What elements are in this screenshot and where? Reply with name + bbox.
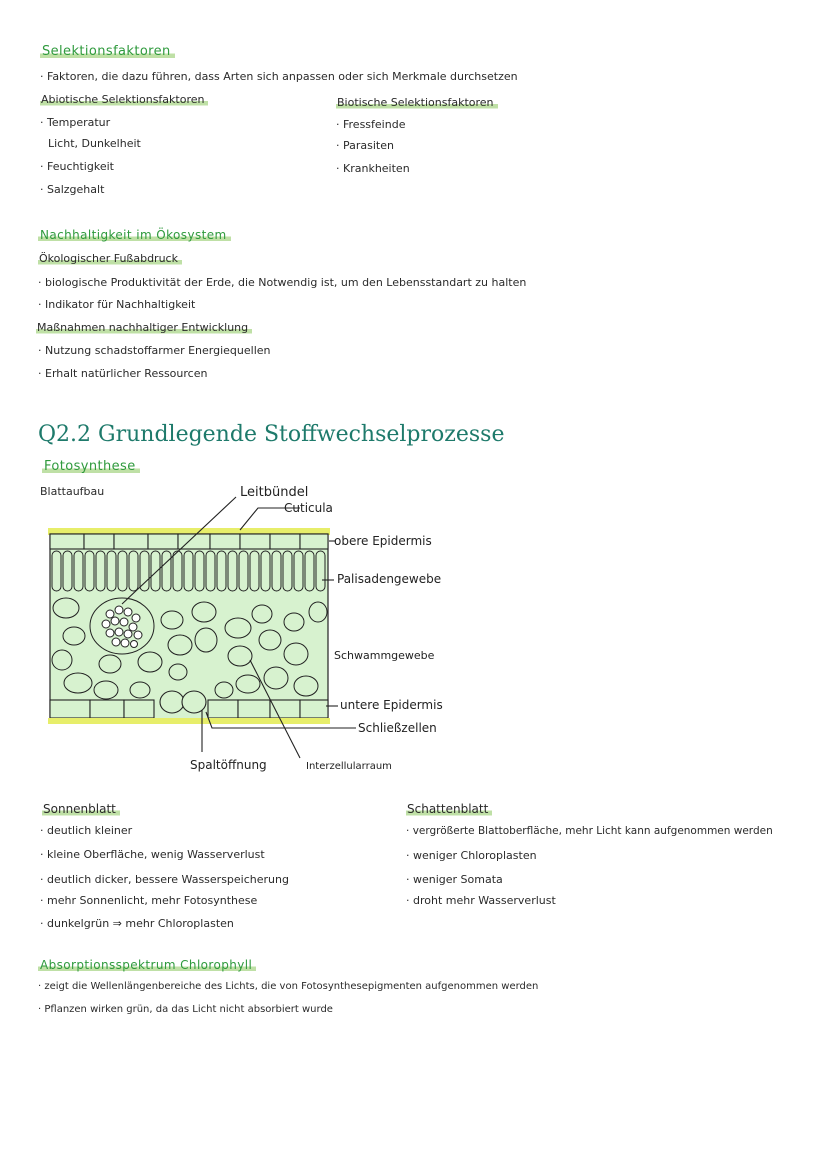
list-item: · zeigt die Wellenlängenbereiche des Lichts, die von Fotosynthesepigmenten aufgenommen werden: [38, 981, 539, 992]
list-item: · droht mehr Wasserverlust: [406, 894, 556, 907]
list-item: · Salzgehalt: [40, 183, 105, 196]
list-item: · deutlich dicker, bessere Wasserspeicherung: [40, 873, 289, 886]
list-item: · vergrößerte Blattoberfläche, mehr Licht kann aufgenommen werden: [406, 825, 773, 837]
list-item: · mehr Sonnenlicht, mehr Fotosynthese: [40, 894, 258, 907]
list-item: · Pflanzen wirken grün, da das Licht nicht absorbiert wurde: [38, 1004, 333, 1015]
label-interzell: Interzellularraum: [306, 761, 392, 772]
label-cuticula: Cuticula: [284, 501, 333, 515]
measures-heading: Maßnahmen nachhaltiger Entwicklung: [36, 321, 252, 334]
label-schliess: Schließzellen: [358, 721, 437, 735]
list-item: · Nutzung schadstoffarmer Energiequellen: [38, 344, 271, 357]
label-spalt: Spaltöffnung: [190, 758, 267, 772]
label-schwamm: Schwammgewebe: [334, 649, 435, 662]
section-title: Fotosynthese: [42, 459, 140, 474]
label-palisaden: Palisadengewebe: [337, 572, 442, 586]
shade-heading: Schattenblatt: [406, 802, 492, 816]
biotic-heading: Biotische Selektionsfaktoren: [336, 96, 498, 109]
list-item: · kleine Oberfläche, wenig Wasserverlust: [40, 848, 265, 861]
vascular-bundle: [90, 598, 154, 654]
palisade-tissue: [52, 551, 325, 591]
list-item: · deutlich kleiner: [40, 824, 133, 837]
list-item: · Feuchtigkeit: [40, 160, 114, 173]
list-item: · weniger Somata: [406, 873, 503, 886]
footprint-heading: Ökologischer Fußabdruck: [38, 252, 182, 265]
list-item: · biologische Produktivität der Erde, die Notwendig ist, um den Lebensstandart zu halten: [38, 276, 527, 289]
selection-definition: · Faktoren, die dazu führen, dass Arten sich anpassen oder sich Merkmale durchsetzen: [40, 70, 518, 83]
abiotic-heading: Abiotische Selektionsfaktoren: [40, 93, 208, 106]
chapter-title: Q2.2 Grundlegende Stoffwechselprozesse: [38, 422, 505, 447]
selection-title: Selektionsfaktoren: [40, 44, 175, 59]
absorption-title: Absorptionsspektrum Chlorophyll: [38, 958, 256, 972]
list-item: · weniger Chloroplasten: [406, 849, 537, 862]
cuticle-bottom: [48, 718, 330, 724]
sustainability-title: Nachhaltigkeit im Ökosystem: [38, 228, 231, 242]
sun-heading: Sonnenblatt: [42, 802, 120, 816]
list-item: · Temperatur: [40, 116, 111, 129]
label-leitbuendel: Leitbündel: [240, 485, 309, 500]
list-item: · Erhalt natürlicher Ressourcen: [38, 367, 208, 380]
list-item: · Fressfeinde: [336, 118, 406, 131]
list-item: Licht, Dunkelheit: [48, 137, 141, 150]
diagram-title: Blattaufbau: [40, 485, 105, 498]
list-item: · dunkelgrün ⇒ mehr Chloroplasten: [40, 917, 234, 930]
list-item: · Indikator für Nachhaltigkeit: [38, 298, 196, 311]
label-untere: untere Epidermis: [340, 698, 443, 712]
list-item: · Parasiten: [336, 139, 394, 152]
label-obere: obere Epidermis: [334, 534, 432, 548]
list-item: · Krankheiten: [336, 162, 410, 175]
